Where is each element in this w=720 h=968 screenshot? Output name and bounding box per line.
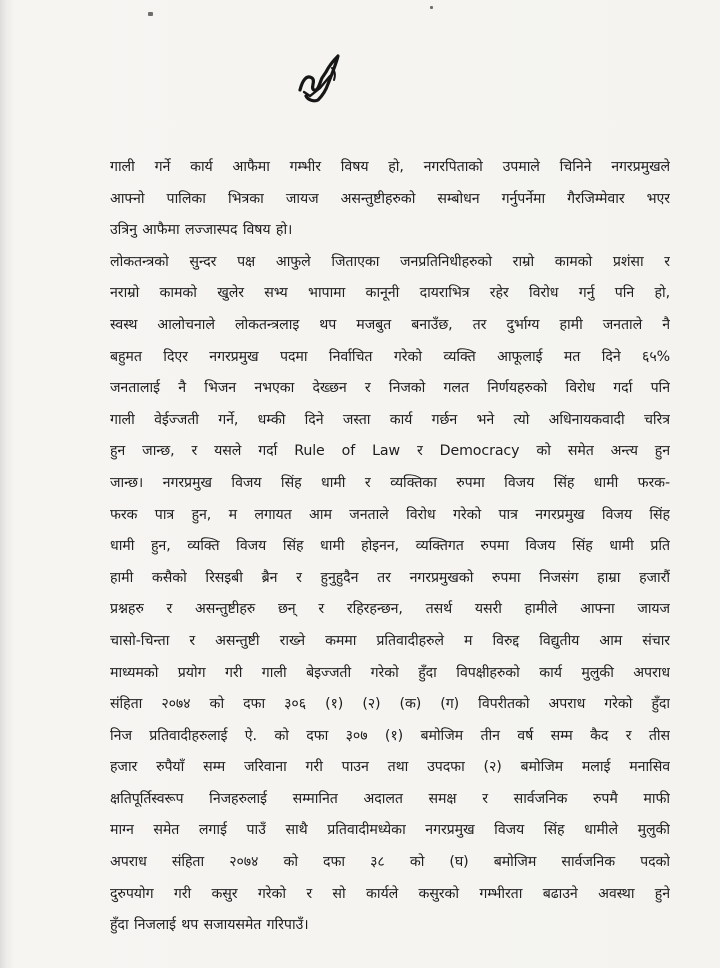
text-line: बहुमत दिएर नगरप्रमुख पदमा निर्वाचित गरेको व्यक्ति आफूलाई मत दिने ६५% xyxy=(110,348,670,365)
text-line: संहिता २०७४ को दफा ३०६ (१) (२) (क) (ग) विपरीतको अपराध गरेको हुँदा xyxy=(110,696,670,713)
text-line: हामी कसैको रिसइबी ब्रैन र हुनुहुदैन तर नगरप्रमुखको रुपमा निजसंग हाम्रा हजारौं xyxy=(110,569,670,586)
text-line: हुँदा निजलाई थप सजायसमेत गरिपाउँ। xyxy=(110,917,309,934)
text-line: नराम्रो कामको खुलेर सभ्य भापामा कानूनी दायराभित्र रहेर विरोध गर्नु पनि हो, xyxy=(110,285,670,302)
text-line: उत्रिनु आफैमा लज्जास्पद विषय हो। xyxy=(110,222,293,239)
text-line: प्रश्नहरु र असन्तुष्टीहरु छन् र रहिरहन्छन, तसर्थ यसरी हामीले आफ्ना जायज xyxy=(110,601,670,618)
text-line: दुरुपयोग गरी कसुर गरेको र सो कार्यले कसुरको गम्भीरता बढाउने अवस्था हुने xyxy=(110,885,670,902)
signature-mark xyxy=(292,52,348,112)
text-line: लोकतन्त्रको सुन्दर पक्ष आफुले जिताएका जनप्रतिनिधीहरुको राम्रो कामको प्रशंसा र xyxy=(110,253,670,270)
text-line: चासो-चिन्ता र असन्तुष्टी राख्ने कममा प्रतिवादीहरुले म विरुद्द विद्युतीय आम संचार xyxy=(110,632,670,649)
text-line: माध्यमको प्रयोग गरी गाली बेइज्जती गरेको हुँदा विपक्षीहरुको कार्य मुलुकी अपराध xyxy=(110,664,670,681)
text-line: आफ्नो पालिका भित्रका जायज असन्तुष्टीहरुको सम्बोधन गर्नुपर्नेमा गैरजिम्मेवार भएर xyxy=(110,190,670,207)
text-line: स्वस्थ आलोचनाले लोकतन्त्रलाइ थप मजबुत बनाउँछ, तर दुर्भाग्य हामी जनताले नै xyxy=(110,316,670,333)
text-line: क्षतिपूर्तिस्वरूप निजहरुलाई सम्मानित अदालत समक्ष र सार्वजनिक रुपमै माफी xyxy=(110,790,670,807)
text-line: माग्न समेत लगाई पाउँ साथै प्रतिवादीमध्येका नगरप्रमुख विजय सिंह धामीले मुलुकी xyxy=(110,822,670,839)
scan-speck xyxy=(148,12,153,16)
text-line: धामी हुन, व्यक्ति विजय सिंह धामी होइनन, व्यक्तिगत रुपमा विजय सिंह धामी प्रति xyxy=(110,538,670,555)
scan-speck xyxy=(430,6,433,9)
text-line: हजार रुपैयाँ सम्म जरिवाना गरी पाउन तथा उपदफा (२) बमोजिम मलाई मनासिव xyxy=(110,759,670,776)
text-line: जनतालाई नै भिजन नभएका देख्छन र निजको गलत निर्णयहरुको विरोध गर्दा पनि xyxy=(110,380,670,397)
text-line: अपराध संहिता २०७४ को दफा ३८ को (घ) बमोजिम सार्वजनिक पदको xyxy=(110,854,670,871)
letter-body xyxy=(110,152,670,942)
text-line: जान्छ। नगरप्रमुख विजय सिंह धामी र व्यक्तिका रुपमा विजय सिंह धामी फरक- xyxy=(110,474,670,491)
text-line: निज प्रतिवादीहरुलाई ऐ. को दफा ३०७ (१) बमोजिम तीन वर्ष सम्म कैद र तीस xyxy=(110,727,670,744)
text-line: गाली वेईज्जती गर्ने, धम्की दिने जस्ता कार्य गर्छन भने त्यो अधिनायकवादी चरित्र xyxy=(110,411,670,428)
text-line: गाली गर्ने कार्य आफैमा गम्भीर विषय हो, नगरपिताको उपमाले चिनिने नगरप्रमुखले xyxy=(110,159,670,175)
text-line: फरक पात्र हुन, म लगायत आम जनताले विरोध गरेको पात्र नगरप्रमुख विजय सिंह xyxy=(110,506,670,523)
text-line: हुन जान्छ, र यसले गर्दा Rule of Law र Democracy को समेत अन्त्य हुन xyxy=(110,443,670,460)
